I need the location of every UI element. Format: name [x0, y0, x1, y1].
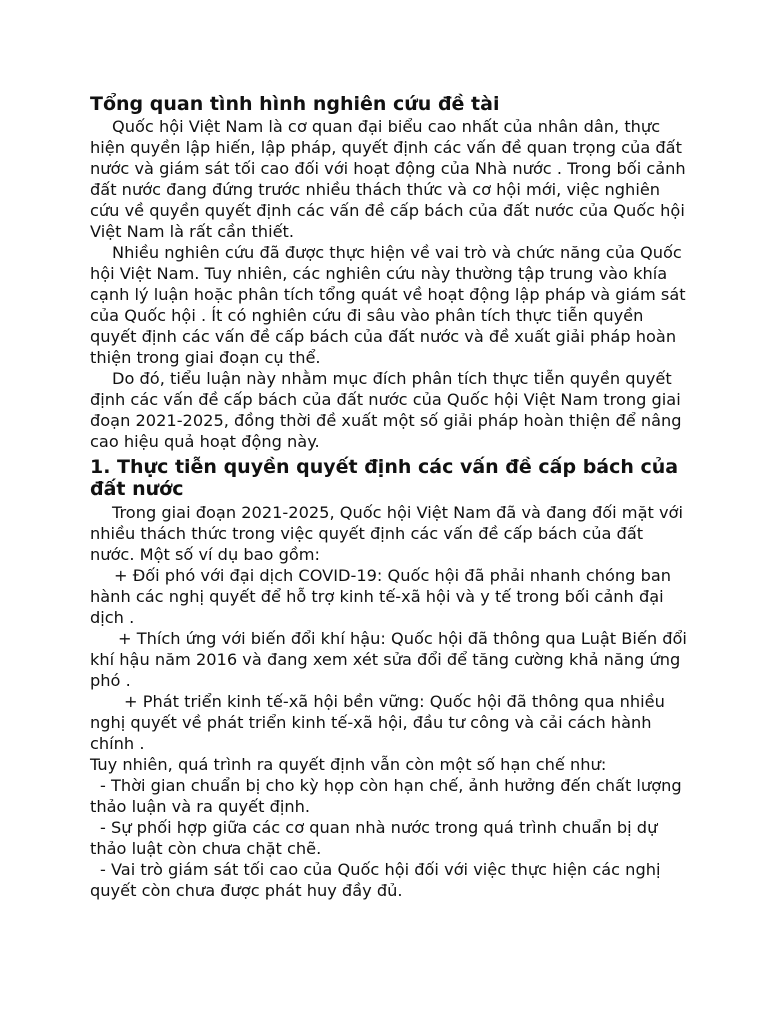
dash-item-coordination: - Sự phối hợp giữa các cơ quan nhà nước trong quá trình chuẩn bị dự thảo luật còn chưa chặt chẽ. [90, 818, 658, 858]
paragraph-2: Nhiều nghiên cứu đã được thực hiện về vai trò và chức năng của Quốc hội Việt Nam. Tuy nhiên, các nghiên cứu này thường tập trung vào khía cạnh lý luận hoặc phân tích tổng quát về hoạt động lập pháp và giám sát của Quốc hội . Ít có nghiên cứu đi sâu vào phân tích thực tiễn quyền quyết định các vấn đề cấp bách của đất nước và đề xuất giải pháp hoàn thiện trong giai đoạn cụ thể. [90, 243, 686, 367]
paragraph-4: Trong giai đoạn 2021-2025, Quốc hội Việt Nam đã và đang đối mặt với nhiều thách thức trong việc quyết định các vấn đề cấp bách của đất nước. Một số ví dụ bao gồm: [90, 503, 683, 564]
paragraph-3: Do đó, tiểu luận này nhằm mục đích phân tích thực tiễn quyền quyết định các vấn đề cấp bách của đất nước của Quốc hội Việt Nam trong giai đoạn 2021-2025, đồng thời đề xuất một số giải pháp hoàn thiện để nâng cao hiệu quả hoạt động này. [90, 369, 682, 451]
paragraph-1: Quốc hội Việt Nam là cơ quan đại biểu cao nhất của nhân dân, thực hiện quyền lập hiến, lập pháp, quyết định các vấn đề quan trọng của đất nước và giám sát tối cao đối với hoạt động của Nhà nước . Trong bối cảnh đất nước đang đứng trước nhiều thách thức và cơ hội mới, việc nghiên cứu về quyền quyết định các vấn đề cấp bách của đất nước của Quốc hội Việt Nam là rất cần thiết. [90, 117, 686, 241]
bullet-item-development: + Phát triển kinh tế-xã hội bền vững: Quốc hội đã thông qua nhiều nghị quyết về phát triển kinh tế-xã hội, đầu tư công và cải cách hành chính . [90, 692, 665, 753]
dash-item-preparation-time: - Thời gian chuẩn bị cho kỳ họp còn hạn chế, ảnh hưởng đến chất lượng thảo luận và ra quyết định. [90, 776, 682, 816]
section-heading-overview: Tổng quan tình hình nghiên cứu đề tài [90, 93, 500, 115]
bullet-item-climate: + Thích ứng với biến đổi khí hậu: Quốc hội đã thông qua Luật Biến đổi khí hậu năm 2016 và đang xem xét sửa đổi để tăng cường khả năng ứng phó . [90, 629, 687, 690]
paragraph-5: Tuy nhiên, quá trình ra quyết định vẫn còn một số hạn chế như: [90, 755, 607, 774]
document-page [90, 92, 690, 901]
section-heading-practice: 1. Thực tiễn quyền quyết định các vấn đề cấp bách của đất nước [90, 456, 679, 500]
dash-item-supervision: - Vai trò giám sát tối cao của Quốc hội đối với việc thực hiện các nghị quyết còn chưa được phát huy đầy đủ. [90, 860, 661, 900]
bullet-item-covid: + Đối phó với đại dịch COVID-19: Quốc hội đã phải nhanh chóng ban hành các nghị quyết để hỗ trợ kinh tế-xã hội và y tế trong bối cảnh đại dịch . [90, 566, 672, 627]
